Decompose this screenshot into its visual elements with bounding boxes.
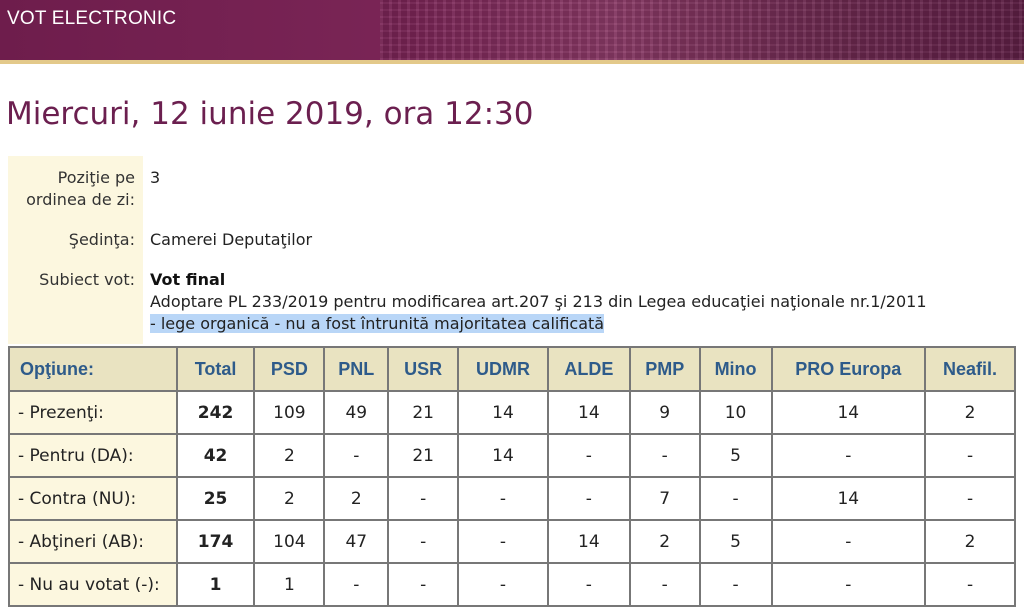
table-row-abtineri (9, 520, 1015, 563)
session-label-text: Şedinţa: (68, 230, 135, 249)
position-label (8, 156, 143, 218)
cell-psd: 104 (254, 520, 324, 563)
cell-mino: 5 (700, 520, 772, 563)
header-banner (0, 0, 1024, 60)
banner-divider (0, 60, 1024, 64)
cell-pro-europa: - (772, 563, 926, 606)
row-label: - Nu au votat (-): (9, 563, 177, 606)
cell-total: 42 (177, 434, 255, 477)
cell-udmr: 14 (458, 434, 548, 477)
row-label: - Pentru (DA): (9, 434, 177, 477)
header-pnl: PNL (324, 347, 388, 391)
table-row-contra (9, 477, 1015, 520)
cell-alde: - (548, 434, 630, 477)
cell-total: 25 (177, 477, 255, 520)
cell-total: 174 (177, 520, 255, 563)
cell-usr: - (388, 477, 458, 520)
subject-line1: Adoptare PL 233/2019 pentru modificarea art.207 şi 213 din Legea educaţiei naţionale nr.1/2011 (150, 292, 927, 311)
cell-mino: 10 (700, 391, 772, 434)
cell-pnl: - (324, 563, 388, 606)
cell-neafil: - (925, 563, 1015, 606)
cell-udmr: - (458, 477, 548, 520)
cell-pro-europa: 14 (772, 477, 926, 520)
cell-psd: 1 (254, 563, 324, 606)
header-total: Total (177, 347, 255, 391)
cell-neafil: - (925, 477, 1015, 520)
subject-title: Vot final (150, 270, 226, 289)
subject-line2 (150, 313, 927, 335)
subject-block (150, 269, 927, 335)
cell-udmr: - (458, 520, 548, 563)
header-option: Opţiune: (9, 347, 177, 391)
cell-pro-europa: - (772, 520, 926, 563)
cell-pmp: - (630, 563, 700, 606)
cell-mino: - (700, 563, 772, 606)
row-label: - Prezenţi: (9, 391, 177, 434)
vote-results-table (8, 346, 1016, 607)
cell-total: 1 (177, 563, 255, 606)
cell-usr: 21 (388, 391, 458, 434)
cell-pmp: 2 (630, 520, 700, 563)
cell-pnl: 2 (324, 477, 388, 520)
header-pro-europa: PRO Europa (772, 347, 926, 391)
cell-pnl: - (324, 434, 388, 477)
table-row-nu-au-votat (9, 563, 1015, 606)
row-label: - Abţineri (AB): (9, 520, 177, 563)
cell-neafil: 2 (925, 391, 1015, 434)
cell-psd: 2 (254, 477, 324, 520)
subject-line2-highlight: - lege organică - nu a fost întrunită majoritatea calificată (150, 314, 605, 333)
cell-neafil: 2 (925, 520, 1015, 563)
position-value: 3 (150, 168, 161, 187)
header-neafil: Neafil. (925, 347, 1015, 391)
cell-alde: - (548, 477, 630, 520)
cell-psd: 2 (254, 434, 324, 477)
cell-alde: 14 (548, 391, 630, 434)
cell-psd: 109 (254, 391, 324, 434)
subject-label (8, 258, 143, 344)
cell-pro-europa: - (772, 434, 926, 477)
cell-alde: 14 (548, 520, 630, 563)
page-title: Miercuri, 12 iunie 2019, ora 12:30 (6, 96, 534, 132)
cell-pmp: 9 (630, 391, 700, 434)
cell-neafil: - (925, 434, 1015, 477)
header-alde: ALDE (548, 347, 630, 391)
cell-udmr: - (458, 563, 548, 606)
table-header-row (9, 347, 1015, 391)
header-udmr: UDMR (458, 347, 548, 391)
header-mino: Mino (700, 347, 772, 391)
header-usr: USR (388, 347, 458, 391)
cell-usr: 21 (388, 434, 458, 477)
cell-pro-europa: 14 (772, 391, 926, 434)
banner-title: VOT ELECTRONIC (7, 8, 177, 29)
session-label (8, 218, 143, 258)
subject-label-text: Subiect vot: (39, 270, 135, 289)
cell-usr: - (388, 563, 458, 606)
position-label-line2: ordinea de zi: (26, 190, 135, 209)
position-label-line1: Poziţie pe (57, 168, 135, 187)
cell-mino: - (700, 477, 772, 520)
table-row-prezenti (9, 391, 1015, 434)
cell-usr: - (388, 520, 458, 563)
header-psd: PSD (254, 347, 324, 391)
cell-pnl: 49 (324, 391, 388, 434)
cell-udmr: 14 (458, 391, 548, 434)
banner-chamber-image (380, 0, 1024, 60)
cell-pmp: 7 (630, 477, 700, 520)
cell-mino: 5 (700, 434, 772, 477)
table-row-pentru (9, 434, 1015, 477)
cell-total: 242 (177, 391, 255, 434)
row-label: - Contra (NU): (9, 477, 177, 520)
cell-alde: - (548, 563, 630, 606)
cell-pnl: 47 (324, 520, 388, 563)
header-pmp: PMP (630, 347, 700, 391)
session-value: Camerei Deputaţilor (150, 230, 313, 249)
cell-pmp: - (630, 434, 700, 477)
